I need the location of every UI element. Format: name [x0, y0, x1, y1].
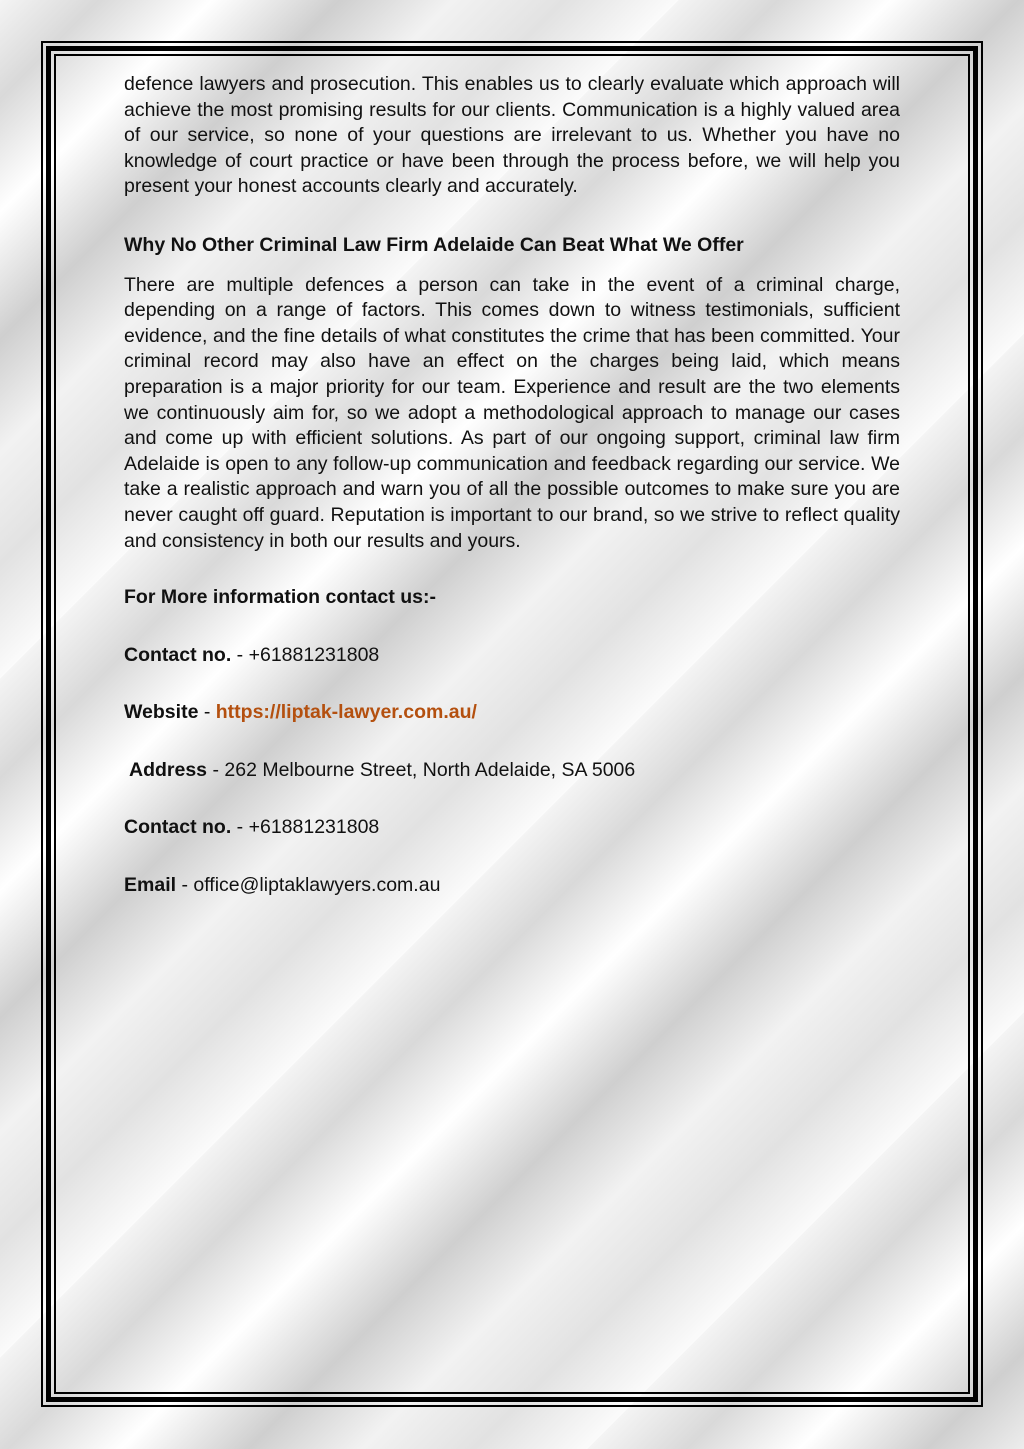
contact-heading: For More information contact us:- [124, 586, 436, 609]
section-paragraph: There are multiple defences a person can take in the event of a criminal charge, depending on a range of factors. This comes down to witness testimonials, sufficient evidence, and the fine details of what constitutes the crime that has been committed. Your criminal record may also have an effect on the charges being laid, which means preparation is a major priority for our team. Experience and result are the two elements we continuously aim for, so we adopt a methodological approach to manage our cases and come up with efficient solutions. As part of our ongoing support, criminal law firm Adelaide is open to any follow-up communication and feedback regarding our service. We take a realistic approach and warn you of all the possible outcomes to make sure you are never caught off guard. Reputation is important to our brand, so we strive to reflect quality and consistency in both our results and yours. [124, 273, 900, 552]
separator: - [207, 758, 225, 781]
contact-phone-line [124, 643, 900, 669]
address-label: Address [129, 758, 208, 781]
contact-phone-label-2: Contact no. [124, 816, 232, 839]
separator: - [231, 643, 249, 666]
website-label: Website [124, 701, 199, 724]
intro-paragraph: defence lawyers and prosecution. This enables us to clearly evaluate which approach will achieve the most promising results for our clients. Communication is a highly valued area of our service, so none of your questions are irrelevant to us. Whether you have no knowledge of court practice or have been through the process before, we will help you present your honest accounts clearly and accurately. [124, 73, 900, 198]
contact-phone-value: +61881231808 [248, 643, 380, 666]
contact-phone-line-2 [124, 815, 900, 841]
address-line [124, 758, 900, 784]
contact-phone-label: Contact no. [124, 643, 232, 666]
website-link[interactable]: https://liptak-lawyer.com.au/ [215, 701, 477, 724]
document-body [124, 72, 900, 899]
address-value: 262 Melbourne Street, North Adelaide, SA 5006 [224, 758, 636, 781]
separator: - [198, 701, 216, 724]
separator: - [176, 874, 194, 897]
website-line [124, 700, 900, 726]
contact-phone-value-2: +61881231808 [248, 816, 380, 839]
separator: - [231, 816, 249, 839]
email-line [124, 873, 900, 899]
email-label: Email [124, 874, 177, 897]
email-value: office@liptaklawyers.com.au [193, 874, 441, 897]
section-heading: Why No Other Criminal Law Firm Adelaide Can Beat What We Offer [124, 233, 744, 256]
